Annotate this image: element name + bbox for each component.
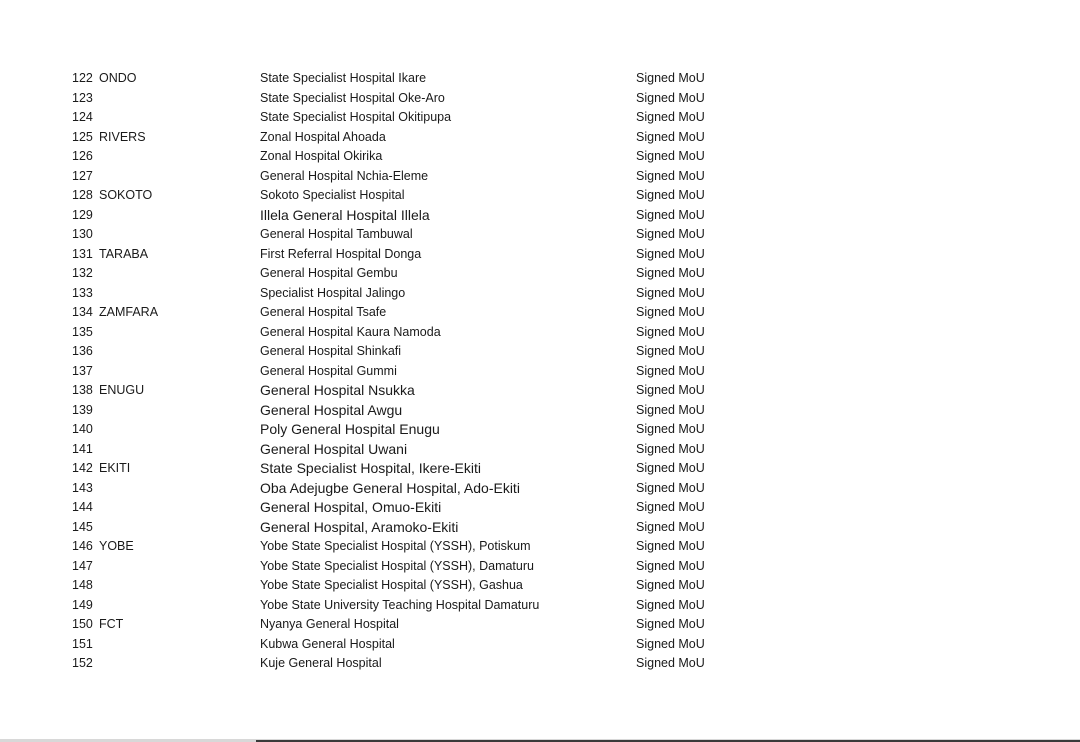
status-text: Signed MoU [636,383,705,397]
hospital-name: Yobe State Specialist Hospital (YSSH), Gashua [260,578,523,592]
status-text: Signed MoU [636,305,705,319]
table-row [0,654,1080,674]
status-text: Signed MoU [636,129,705,144]
hospital-name: Zonal Hospital Okirika [260,149,383,163]
status-text: Signed MoU [636,207,705,222]
hospital-name: General Hospital, Omuo-Ekiti [260,499,442,515]
row-number: 127 [72,168,93,183]
table-row [0,245,1080,265]
hospital-name: Kuje General Hospital [260,656,382,670]
table-row [0,225,1080,245]
status-text: Signed MoU [636,656,705,670]
table-row [0,381,1080,401]
row-number: 122 [72,71,93,85]
row-number: 143 [72,480,93,495]
status-text: Signed MoU [636,71,705,85]
row-number: 125 [72,129,93,144]
hospital-name: Yobe State Specialist Hospital (YSSH), Damaturu [260,558,534,573]
table-row [0,518,1080,538]
row-number: 134 [72,305,93,319]
state-name: ENUGU [99,383,145,397]
hospital-name: General Hospital Nsukka [260,382,415,398]
row-number: 129 [72,207,93,222]
status-text: Signed MoU [636,519,705,534]
table-row [0,576,1080,596]
hospital-name: General Hospital Kaura Namoda [260,324,441,339]
table-row [0,635,1080,655]
table-row [0,69,1080,89]
row-number: 150 [72,617,93,631]
status-text: Signed MoU [636,168,705,183]
state-name: TARABA [99,246,149,261]
hospital-name: General Hospital, Aramoko-Ekiti [260,518,459,535]
hospital-name: State Specialist Hospital Ikare [260,71,427,85]
hospital-name: State Specialist Hospital Oke-Aro [260,90,445,105]
table-row [0,440,1080,460]
status-text: Signed MoU [636,344,705,358]
status-text: Signed MoU [636,402,705,417]
hospital-name: Nyanya General Hospital [260,617,399,631]
row-number: 123 [72,90,93,105]
hospital-name: General Hospital Shinkafi [260,344,402,358]
hospital-name: General Hospital Awgu [260,401,403,418]
status-text: Signed MoU [636,90,705,105]
state-name: SOKOTO [99,188,153,202]
hospital-name: Yobe State Specialist Hospital (YSSH), Potiskum [260,539,531,553]
row-number: 146 [72,539,93,553]
hospital-name: General Hospital Nchia-Eleme [260,168,429,183]
hospital-name: Yobe State University Teaching Hospital Damaturu [260,597,540,612]
status-text: Signed MoU [636,363,705,378]
hospital-name: Zonal Hospital Ahoada [260,129,386,144]
hospital-name: State Specialist Hospital Okitipupa [260,110,452,124]
row-number: 148 [72,578,93,592]
status-text: Signed MoU [636,539,705,553]
hospital-name: First Referral Hospital Donga [260,246,422,261]
state-name: ZAMFARA [99,305,159,319]
status-text: Signed MoU [636,110,705,124]
table-row [0,401,1080,421]
hospital-name: General Hospital Tsafe [260,305,387,319]
row-number: 133 [72,285,93,300]
row-number: 145 [72,519,93,534]
status-text: Signed MoU [636,324,705,339]
table-row [0,459,1080,479]
status-text: Signed MoU [636,422,705,436]
status-text: Signed MoU [636,558,705,573]
table-row [0,264,1080,284]
hospital-name: Kubwa General Hospital [260,636,395,651]
status-text: Signed MoU [636,246,705,261]
table-row [0,128,1080,148]
hospital-name: Illela General Hospital Illela [260,206,430,223]
status-text: Signed MoU [636,441,705,456]
table-row [0,303,1080,323]
table-row [0,323,1080,343]
hospital-name: Sokoto Specialist Hospital [260,188,405,202]
table-row [0,284,1080,304]
row-number: 132 [72,266,93,280]
status-text: Signed MoU [636,617,705,631]
table-row [0,498,1080,518]
table-row [0,615,1080,635]
row-number: 138 [72,383,93,397]
table-row [0,537,1080,557]
status-text: Signed MoU [636,636,705,651]
status-text: Signed MoU [636,188,705,202]
row-number: 136 [72,344,93,358]
status-text: Signed MoU [636,597,705,612]
row-number: 152 [72,656,93,670]
row-number: 124 [72,110,93,124]
row-number: 128 [72,188,93,202]
table-row [0,362,1080,382]
state-name: FCT [99,617,124,631]
row-number: 139 [72,402,93,417]
status-text: Signed MoU [636,227,705,241]
row-number: 142 [72,461,93,475]
table-row [0,557,1080,577]
table-row [0,342,1080,362]
table-row [0,147,1080,167]
hospital-name: State Specialist Hospital, Ikere-Ekiti [260,460,481,476]
row-number: 141 [72,441,93,456]
row-number: 126 [72,149,93,163]
hospital-table [0,69,1080,674]
status-text: Signed MoU [636,285,705,300]
state-name: YOBE [99,539,134,553]
row-number: 147 [72,558,93,573]
hospital-name: General Hospital Uwani [260,440,408,457]
hospital-name: Poly General Hospital Enugu [260,421,440,437]
hospital-name: General Hospital Tambuwal [260,227,413,241]
table-row [0,89,1080,109]
status-text: Signed MoU [636,500,705,514]
status-text: Signed MoU [636,149,705,163]
state-name: ONDO [99,71,137,85]
row-number: 130 [72,227,93,241]
table-row [0,420,1080,440]
row-number: 151 [72,636,93,651]
row-number: 131 [72,246,93,261]
hospital-name: General Hospital Gummi [260,363,397,378]
row-number: 135 [72,324,93,339]
row-number: 149 [72,597,93,612]
table-row [0,167,1080,187]
status-text: Signed MoU [636,578,705,592]
table-row [0,108,1080,128]
state-name: EKITI [99,461,131,475]
row-number: 137 [72,363,93,378]
status-text: Signed MoU [636,461,705,475]
row-number: 144 [72,500,93,514]
row-number: 140 [72,422,93,436]
hospital-name: General Hospital Gembu [260,266,398,280]
table-row [0,479,1080,499]
status-text: Signed MoU [636,480,705,495]
hospital-name: Specialist Hospital Jalingo [260,285,406,300]
table-row [0,206,1080,226]
table-row [0,186,1080,206]
hospital-name: Oba Adejugbe General Hospital, Ado-Ekiti [260,479,520,496]
table-row [0,596,1080,616]
state-name: RIVERS [99,129,146,144]
status-text: Signed MoU [636,266,705,280]
